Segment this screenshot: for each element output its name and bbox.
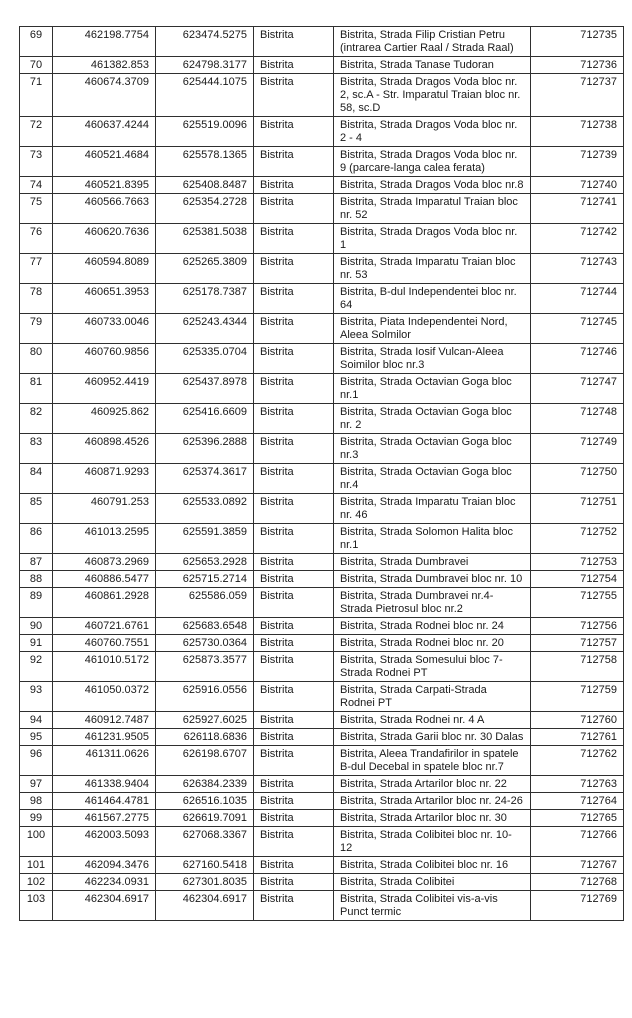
table-row xyxy=(20,635,624,652)
cell-id-number: 712757 xyxy=(531,635,624,652)
cell-id-number: 712754 xyxy=(531,571,624,588)
cell-x-coordinate: 461231.9505 xyxy=(53,729,156,746)
cell-x-coordinate: 460594.8089 xyxy=(53,254,156,284)
cell-address: Bistrita, Strada Colibitei bloc nr. 10-12 xyxy=(334,827,531,857)
table-row xyxy=(20,524,624,554)
cell-x-coordinate: 462234.0931 xyxy=(53,874,156,891)
table-row xyxy=(20,284,624,314)
cell-id-number: 712767 xyxy=(531,857,624,874)
cell-x-coordinate: 460733.0046 xyxy=(53,314,156,344)
cell-x-coordinate: 460871.9293 xyxy=(53,464,156,494)
cell-x-coordinate: 461338.9404 xyxy=(53,776,156,793)
cell-id-number: 712769 xyxy=(531,891,624,921)
cell-city: Bistrita xyxy=(254,57,334,74)
table-row xyxy=(20,27,624,57)
cell-y-coordinate: 627068.3367 xyxy=(156,827,254,857)
cell-address: Bistrita, Strada Artarilor bloc nr. 22 xyxy=(334,776,531,793)
table-row xyxy=(20,404,624,434)
cell-x-coordinate: 460760.9856 xyxy=(53,344,156,374)
cell-row-number: 78 xyxy=(20,284,53,314)
cell-row-number: 82 xyxy=(20,404,53,434)
cell-city: Bistrita xyxy=(254,729,334,746)
cell-address: Bistrita, Strada Dragos Voda bloc nr.8 xyxy=(334,177,531,194)
table-row xyxy=(20,314,624,344)
cell-row-number: 98 xyxy=(20,793,53,810)
cell-address: Bistrita, Strada Octavian Goga bloc nr. 2 xyxy=(334,404,531,434)
cell-row-number: 79 xyxy=(20,314,53,344)
cell-x-coordinate: 460637.4244 xyxy=(53,117,156,147)
table-row xyxy=(20,464,624,494)
cell-address: Bistrita, B-dul Independentei bloc nr. 64 xyxy=(334,284,531,314)
cell-id-number: 712742 xyxy=(531,224,624,254)
cell-x-coordinate: 462003.5093 xyxy=(53,827,156,857)
cell-id-number: 712751 xyxy=(531,494,624,524)
cell-city: Bistrita xyxy=(254,147,334,177)
cell-row-number: 97 xyxy=(20,776,53,793)
cell-x-coordinate: 461050.0372 xyxy=(53,682,156,712)
cell-city: Bistrita xyxy=(254,618,334,635)
table-row xyxy=(20,776,624,793)
cell-y-coordinate: 626118.6836 xyxy=(156,729,254,746)
cell-city: Bistrita xyxy=(254,314,334,344)
cell-row-number: 93 xyxy=(20,682,53,712)
cell-x-coordinate: 462198.7754 xyxy=(53,27,156,57)
cell-city: Bistrita xyxy=(254,635,334,652)
cell-id-number: 712745 xyxy=(531,314,624,344)
cell-id-number: 712753 xyxy=(531,554,624,571)
cell-y-coordinate: 626198.6707 xyxy=(156,746,254,776)
cell-y-coordinate: 623474.5275 xyxy=(156,27,254,57)
cell-id-number: 712756 xyxy=(531,618,624,635)
cell-address: Bistrita, Strada Rodnei nr. 4 A xyxy=(334,712,531,729)
table-row xyxy=(20,857,624,874)
cell-y-coordinate: 626384.2339 xyxy=(156,776,254,793)
table-row xyxy=(20,588,624,618)
table-row xyxy=(20,224,624,254)
cell-row-number: 69 xyxy=(20,27,53,57)
cell-x-coordinate: 462094.3476 xyxy=(53,857,156,874)
cell-id-number: 712752 xyxy=(531,524,624,554)
cell-city: Bistrita xyxy=(254,746,334,776)
cell-row-number: 95 xyxy=(20,729,53,746)
cell-id-number: 712765 xyxy=(531,810,624,827)
cell-y-coordinate: 625730.0364 xyxy=(156,635,254,652)
cell-city: Bistrita xyxy=(254,194,334,224)
cell-id-number: 712746 xyxy=(531,344,624,374)
table-row xyxy=(20,554,624,571)
cell-y-coordinate: 626619.7091 xyxy=(156,810,254,827)
cell-row-number: 90 xyxy=(20,618,53,635)
cell-city: Bistrita xyxy=(254,344,334,374)
cell-row-number: 73 xyxy=(20,147,53,177)
cell-x-coordinate: 460886.5477 xyxy=(53,571,156,588)
cell-row-number: 99 xyxy=(20,810,53,827)
cell-x-coordinate: 460521.4684 xyxy=(53,147,156,177)
cell-row-number: 76 xyxy=(20,224,53,254)
cell-y-coordinate: 625683.6548 xyxy=(156,618,254,635)
cell-id-number: 712755 xyxy=(531,588,624,618)
cell-address: Bistrita, Strada Imparatu Traian bloc nr. 53 xyxy=(334,254,531,284)
cell-address: Bistrita, Strada Filip Cristian Petru (intrarea Cartier Raal / Strada Raal) xyxy=(334,27,531,57)
cell-y-coordinate: 625519.0096 xyxy=(156,117,254,147)
cell-id-number: 712747 xyxy=(531,374,624,404)
cell-x-coordinate: 461464.4781 xyxy=(53,793,156,810)
cell-y-coordinate: 627301.8035 xyxy=(156,874,254,891)
cell-city: Bistrita xyxy=(254,494,334,524)
cell-address: Bistrita, Strada Solomon Halita bloc nr.1 xyxy=(334,524,531,554)
cell-y-coordinate: 625335.0704 xyxy=(156,344,254,374)
cell-id-number: 712763 xyxy=(531,776,624,793)
cell-city: Bistrita xyxy=(254,434,334,464)
table-row xyxy=(20,434,624,464)
table-row xyxy=(20,618,624,635)
cell-id-number: 712737 xyxy=(531,74,624,117)
cell-address: Bistrita, Strada Imparatu Traian bloc nr. 46 xyxy=(334,494,531,524)
cell-x-coordinate: 460760.7551 xyxy=(53,635,156,652)
table-row xyxy=(20,891,624,921)
cell-address: Bistrita, Strada Somesului bloc 7-Strada Rodnei PT xyxy=(334,652,531,682)
cell-x-coordinate: 460566.7663 xyxy=(53,194,156,224)
cell-id-number: 712744 xyxy=(531,284,624,314)
cell-address: Bistrita, Strada Dragos Voda bloc nr. 2, sc.A - Str. Imparatul Traian bloc nr. 58, sc.D xyxy=(334,74,531,117)
cell-y-coordinate: 625243.4344 xyxy=(156,314,254,344)
cell-row-number: 74 xyxy=(20,177,53,194)
table-row xyxy=(20,793,624,810)
table-row xyxy=(20,194,624,224)
cell-x-coordinate: 460898.4526 xyxy=(53,434,156,464)
cell-address: Bistrita, Strada Octavian Goga bloc nr.3 xyxy=(334,434,531,464)
cell-row-number: 100 xyxy=(20,827,53,857)
cell-y-coordinate: 625381.5038 xyxy=(156,224,254,254)
cell-y-coordinate: 625578.1365 xyxy=(156,147,254,177)
cell-address: Bistrita, Strada Tanase Tudoran xyxy=(334,57,531,74)
cell-y-coordinate: 625374.3617 xyxy=(156,464,254,494)
cell-row-number: 89 xyxy=(20,588,53,618)
table-row xyxy=(20,177,624,194)
cell-row-number: 87 xyxy=(20,554,53,571)
cell-y-coordinate: 625586.059 xyxy=(156,588,254,618)
cell-row-number: 92 xyxy=(20,652,53,682)
cell-city: Bistrita xyxy=(254,874,334,891)
cell-row-number: 81 xyxy=(20,374,53,404)
cell-id-number: 712768 xyxy=(531,874,624,891)
cell-x-coordinate: 461567.2775 xyxy=(53,810,156,827)
cell-address: Bistrita, Strada Colibitei vis-a-vis Punct termic xyxy=(334,891,531,921)
cell-y-coordinate: 625444.1075 xyxy=(156,74,254,117)
cell-x-coordinate: 461382.853 xyxy=(53,57,156,74)
cell-row-number: 103 xyxy=(20,891,53,921)
cell-y-coordinate: 462304.6917 xyxy=(156,891,254,921)
cell-y-coordinate: 625533.0892 xyxy=(156,494,254,524)
cell-x-coordinate: 460912.7487 xyxy=(53,712,156,729)
cell-row-number: 88 xyxy=(20,571,53,588)
cell-row-number: 72 xyxy=(20,117,53,147)
cell-y-coordinate: 624798.3177 xyxy=(156,57,254,74)
cell-id-number: 712750 xyxy=(531,464,624,494)
cell-row-number: 70 xyxy=(20,57,53,74)
cell-id-number: 712738 xyxy=(531,117,624,147)
cell-id-number: 712736 xyxy=(531,57,624,74)
table-row xyxy=(20,652,624,682)
cell-address: Bistrita, Strada Imparatul Traian bloc nr. 52 xyxy=(334,194,531,224)
cell-city: Bistrita xyxy=(254,891,334,921)
cell-id-number: 712762 xyxy=(531,746,624,776)
cell-city: Bistrita xyxy=(254,712,334,729)
cell-id-number: 712743 xyxy=(531,254,624,284)
cell-row-number: 102 xyxy=(20,874,53,891)
cell-address: Bistrita, Strada Garii bloc nr. 30 Dalas xyxy=(334,729,531,746)
cell-row-number: 71 xyxy=(20,74,53,117)
cell-y-coordinate: 625927.6025 xyxy=(156,712,254,729)
table-row xyxy=(20,147,624,177)
cell-address: Bistrita, Strada Dragos Voda bloc nr. 2 - 4 xyxy=(334,117,531,147)
table-row xyxy=(20,746,624,776)
table-row xyxy=(20,57,624,74)
cell-y-coordinate: 625178.7387 xyxy=(156,284,254,314)
cell-address: Bistrita, Strada Carpati-Strada Rodnei PT xyxy=(334,682,531,712)
cell-address: Bistrita, Strada Iosif Vulcan-Aleea Soimilor bloc nr.3 xyxy=(334,344,531,374)
cell-city: Bistrita xyxy=(254,554,334,571)
cell-city: Bistrita xyxy=(254,284,334,314)
cell-row-number: 83 xyxy=(20,434,53,464)
cell-city: Bistrita xyxy=(254,810,334,827)
table-row xyxy=(20,494,624,524)
cell-row-number: 96 xyxy=(20,746,53,776)
cell-y-coordinate: 626516.1035 xyxy=(156,793,254,810)
cell-x-coordinate: 461010.5172 xyxy=(53,652,156,682)
cell-row-number: 86 xyxy=(20,524,53,554)
table-row xyxy=(20,712,624,729)
table-row xyxy=(20,827,624,857)
cell-x-coordinate: 460721.6761 xyxy=(53,618,156,635)
cell-city: Bistrita xyxy=(254,571,334,588)
cell-id-number: 712741 xyxy=(531,194,624,224)
cell-y-coordinate: 625873.3577 xyxy=(156,652,254,682)
cell-x-coordinate: 460674.3709 xyxy=(53,74,156,117)
cell-y-coordinate: 625715.2714 xyxy=(156,571,254,588)
cell-address: Bistrita, Strada Rodnei bloc nr. 20 xyxy=(334,635,531,652)
cell-y-coordinate: 625916.0556 xyxy=(156,682,254,712)
cell-id-number: 712761 xyxy=(531,729,624,746)
cell-address: Bistrita, Strada Dumbravei xyxy=(334,554,531,571)
cell-address: Bistrita, Strada Colibitei bloc nr. 16 xyxy=(334,857,531,874)
cell-city: Bistrita xyxy=(254,177,334,194)
table-row xyxy=(20,254,624,284)
cell-id-number: 712739 xyxy=(531,147,624,177)
cell-row-number: 84 xyxy=(20,464,53,494)
cell-address: Bistrita, Strada Dumbravei bloc nr. 10 xyxy=(334,571,531,588)
cell-y-coordinate: 625653.2928 xyxy=(156,554,254,571)
cell-row-number: 80 xyxy=(20,344,53,374)
table-row xyxy=(20,344,624,374)
cell-row-number: 91 xyxy=(20,635,53,652)
cell-id-number: 712749 xyxy=(531,434,624,464)
cell-city: Bistrita xyxy=(254,776,334,793)
cell-x-coordinate: 460791.253 xyxy=(53,494,156,524)
cell-id-number: 712760 xyxy=(531,712,624,729)
table-row xyxy=(20,810,624,827)
coordinates-table-body xyxy=(20,27,624,921)
cell-city: Bistrita xyxy=(254,464,334,494)
cell-x-coordinate: 460521.8395 xyxy=(53,177,156,194)
cell-row-number: 101 xyxy=(20,857,53,874)
cell-city: Bistrita xyxy=(254,652,334,682)
table-row xyxy=(20,729,624,746)
cell-city: Bistrita xyxy=(254,857,334,874)
cell-city: Bistrita xyxy=(254,254,334,284)
cell-row-number: 77 xyxy=(20,254,53,284)
cell-x-coordinate: 462304.6917 xyxy=(53,891,156,921)
cell-y-coordinate: 625265.3809 xyxy=(156,254,254,284)
cell-id-number: 712764 xyxy=(531,793,624,810)
cell-address: Bistrita, Piata Independentei Nord, Aleea Solmilor xyxy=(334,314,531,344)
cell-x-coordinate: 460925.862 xyxy=(53,404,156,434)
cell-address: Bistrita, Strada Colibitei xyxy=(334,874,531,891)
cell-address: Bistrita, Strada Dumbravei nr.4-Strada Pietrosul bloc nr.2 xyxy=(334,588,531,618)
cell-id-number: 712758 xyxy=(531,652,624,682)
cell-address: Bistrita, Strada Artarilor bloc nr. 30 xyxy=(334,810,531,827)
table-row xyxy=(20,682,624,712)
cell-row-number: 94 xyxy=(20,712,53,729)
cell-city: Bistrita xyxy=(254,117,334,147)
cell-address: Bistrita, Strada Artarilor bloc nr. 24-26 xyxy=(334,793,531,810)
cell-x-coordinate: 460861.2928 xyxy=(53,588,156,618)
table-row xyxy=(20,874,624,891)
cell-city: Bistrita xyxy=(254,224,334,254)
cell-city: Bistrita xyxy=(254,827,334,857)
cell-y-coordinate: 625396.2888 xyxy=(156,434,254,464)
cell-x-coordinate: 460873.2969 xyxy=(53,554,156,571)
cell-x-coordinate: 461013.2595 xyxy=(53,524,156,554)
cell-y-coordinate: 625437.8978 xyxy=(156,374,254,404)
cell-address: Bistrita, Strada Dragos Voda bloc nr. 9 (parcare-langa calea ferata) xyxy=(334,147,531,177)
cell-y-coordinate: 625416.6609 xyxy=(156,404,254,434)
cell-id-number: 712748 xyxy=(531,404,624,434)
cell-city: Bistrita xyxy=(254,374,334,404)
table-row xyxy=(20,117,624,147)
cell-row-number: 75 xyxy=(20,194,53,224)
cell-x-coordinate: 460651.3953 xyxy=(53,284,156,314)
cell-id-number: 712740 xyxy=(531,177,624,194)
coordinates-table xyxy=(19,26,624,921)
cell-y-coordinate: 625408.8487 xyxy=(156,177,254,194)
cell-city: Bistrita xyxy=(254,682,334,712)
table-row xyxy=(20,571,624,588)
table-row xyxy=(20,74,624,117)
cell-y-coordinate: 625591.3859 xyxy=(156,524,254,554)
cell-address: Bistrita, Strada Octavian Goga bloc nr.4 xyxy=(334,464,531,494)
cell-address: Bistrita, Strada Rodnei bloc nr. 24 xyxy=(334,618,531,635)
cell-y-coordinate: 625354.2728 xyxy=(156,194,254,224)
cell-city: Bistrita xyxy=(254,588,334,618)
cell-city: Bistrita xyxy=(254,793,334,810)
cell-city: Bistrita xyxy=(254,524,334,554)
cell-address: Bistrita, Strada Dragos Voda bloc nr. 1 xyxy=(334,224,531,254)
cell-id-number: 712759 xyxy=(531,682,624,712)
cell-address: Bistrita, Strada Octavian Goga bloc nr.1 xyxy=(334,374,531,404)
table-row xyxy=(20,374,624,404)
cell-x-coordinate: 460952.4419 xyxy=(53,374,156,404)
cell-id-number: 712766 xyxy=(531,827,624,857)
cell-x-coordinate: 460620.7636 xyxy=(53,224,156,254)
cell-y-coordinate: 627160.5418 xyxy=(156,857,254,874)
cell-x-coordinate: 461311.0626 xyxy=(53,746,156,776)
cell-id-number: 712735 xyxy=(531,27,624,57)
cell-city: Bistrita xyxy=(254,27,334,57)
cell-address: Bistrita, Aleea Trandafirilor in spatele B-dul Decebal in spatele bloc nr.7 xyxy=(334,746,531,776)
cell-city: Bistrita xyxy=(254,74,334,117)
cell-city: Bistrita xyxy=(254,404,334,434)
cell-row-number: 85 xyxy=(20,494,53,524)
